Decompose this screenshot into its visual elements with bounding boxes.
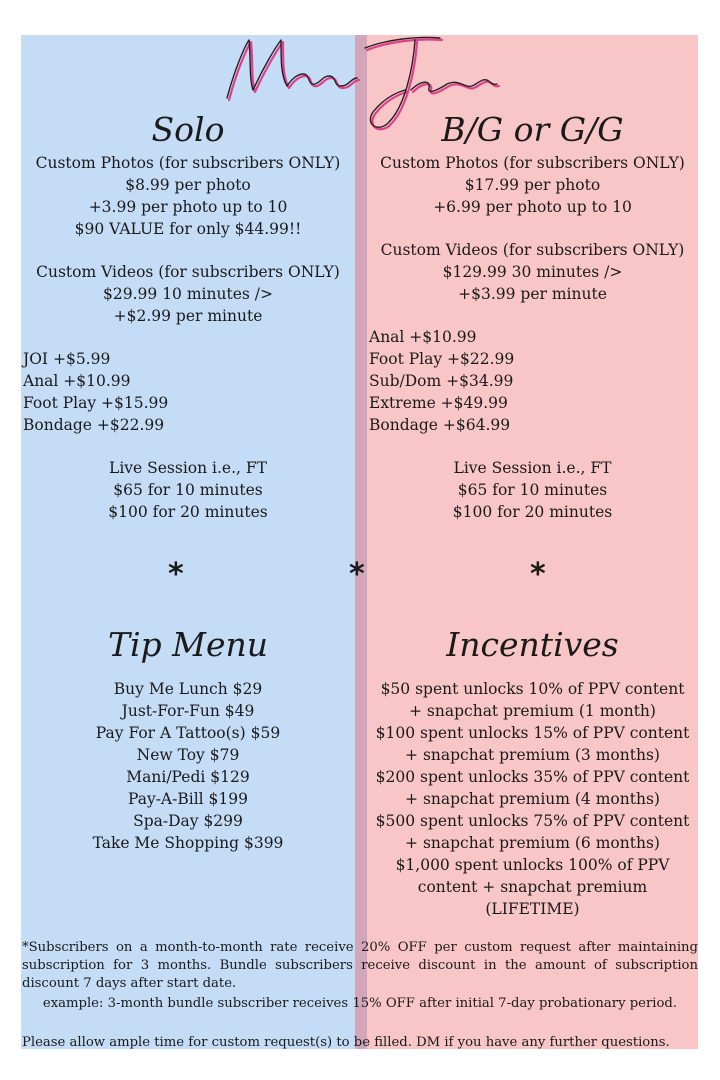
couple-live-session xyxy=(367,457,698,523)
solo-photos-line: $90 VALUE for only $44.99!! xyxy=(74,220,302,238)
couple-videos-line: +$3.99 per minute xyxy=(458,285,607,303)
couple-photos-line: $17.99 per photo xyxy=(464,176,601,194)
solo-live-line: Live Session i.e., FT xyxy=(109,459,267,477)
tip-menu-item: Buy Me Lunch $29 xyxy=(113,680,263,698)
couple-photos-section xyxy=(367,152,698,218)
incentive-line: content + snapchat premium xyxy=(417,878,648,896)
couple-addons-list xyxy=(369,326,514,436)
couple-photos-line: +6.99 per photo up to 10 xyxy=(433,198,632,216)
tip-menu-item: Just-For-Fun $49 xyxy=(121,702,255,720)
tip-menu-item: Spa-Day $299 xyxy=(133,812,243,830)
incentive-line: + snapchat premium (3 months) xyxy=(405,746,660,764)
solo-addon-item: Foot Play +$15.99 xyxy=(23,394,169,412)
incentive-line: $500 spent unlocks 75% of PPV content xyxy=(375,812,690,830)
solo-live-line: $100 for 20 minutes xyxy=(108,503,268,521)
solo-live-session xyxy=(21,457,355,523)
incentives-list xyxy=(367,678,698,920)
incentive-line: $200 spent unlocks 35% of PPV content xyxy=(375,768,690,786)
solo-addons-list xyxy=(23,348,168,436)
solo-addon-item: Anal +$10.99 xyxy=(23,372,131,390)
couple-title: B/G or G/G xyxy=(441,110,624,149)
tip-menu-item: New Toy $79 xyxy=(136,746,240,764)
couple-addon-item: Sub/Dom +$34.99 xyxy=(369,372,514,390)
solo-addon-item: Bondage +$22.99 xyxy=(23,416,165,434)
tip-menu-title: Tip Menu xyxy=(107,625,268,664)
incentive-line: $50 spent unlocks 10% of PPV content xyxy=(380,680,685,698)
incentive-line: $1,000 spent unlocks 100% of PPV xyxy=(395,856,670,874)
couple-addon-item: Foot Play +$22.99 xyxy=(369,350,515,368)
allow-time-note: Please allow ample time for custom request(s) to be filled. DM if you have any further questions. xyxy=(22,1035,670,1050)
solo-addon-item: JOI +$5.99 xyxy=(23,350,111,368)
incentive-line: $100 spent unlocks 15% of PPV content xyxy=(375,724,690,742)
separator-asterisk: * xyxy=(530,557,546,592)
couple-live-line: $100 for 20 minutes xyxy=(452,503,613,521)
incentive-line: + snapchat premium (4 months) xyxy=(405,790,660,808)
solo-title: Solo xyxy=(151,110,225,149)
discount-example: example: 3-month bundle subscriber receives 15% OFF after initial 7-day probationary period. xyxy=(42,996,678,1011)
solo-photos-line: +3.99 per photo up to 10 xyxy=(88,198,288,216)
couple-photos-line: Custom Photos (for subscribers ONLY) xyxy=(380,154,685,172)
solo-photos-section xyxy=(21,152,355,240)
couple-addon-item: Extreme +$49.99 xyxy=(369,394,508,412)
incentive-line: (LIFETIME) xyxy=(485,900,580,918)
solo-photos-line: $8.99 per photo xyxy=(125,176,251,194)
couple-videos-section xyxy=(367,239,698,305)
incentive-line: + snapchat premium (1 month) xyxy=(409,702,656,720)
tip-menu-list xyxy=(21,678,355,854)
tip-menu-item: Take Me Shopping $399 xyxy=(92,834,284,852)
incentive-line: + snapchat premium (6 months) xyxy=(405,834,660,852)
couple-videos-line: Custom Videos (for subscribers ONLY) xyxy=(380,241,685,259)
solo-videos-line: Custom Videos (for subscribers ONLY) xyxy=(36,263,340,281)
couple-live-line: Live Session i.e., FT xyxy=(453,459,612,477)
couple-live-line: $65 for 10 minutes xyxy=(457,481,608,499)
solo-videos-line: +$2.99 per minute xyxy=(113,307,263,325)
couple-videos-line: $129.99 30 minutes /> xyxy=(442,263,623,281)
solo-videos-section xyxy=(21,261,355,327)
solo-videos-line: $29.99 10 minutes /> xyxy=(103,285,273,303)
couple-addon-item: Bondage +$64.99 xyxy=(369,416,511,434)
solo-photos-line: Custom Photos (for subscribers ONLY) xyxy=(35,154,341,172)
solo-live-line: $65 for 10 minutes xyxy=(113,481,263,499)
separator-asterisk: * xyxy=(349,557,365,592)
tip-menu-item: Mani/Pedi $129 xyxy=(126,768,250,786)
incentives-title: Incentives xyxy=(446,625,619,664)
tip-menu-item: Pay For A Tattoo(s) $59 xyxy=(95,724,281,742)
subscriber-discount-note: *Subscribers on a month-to-month rate receive 20% OFF per custom request after maintaining subscription for 3 months. Bundle subscribers receive discount in the amount of subscription discount 7 days after start date. xyxy=(22,940,698,991)
couple-addon-item: Anal +$10.99 xyxy=(369,328,477,346)
center-divider-strip xyxy=(355,35,367,1049)
tip-menu-item: Pay-A-Bill $199 xyxy=(127,790,249,808)
separator-asterisk: * xyxy=(168,557,184,592)
